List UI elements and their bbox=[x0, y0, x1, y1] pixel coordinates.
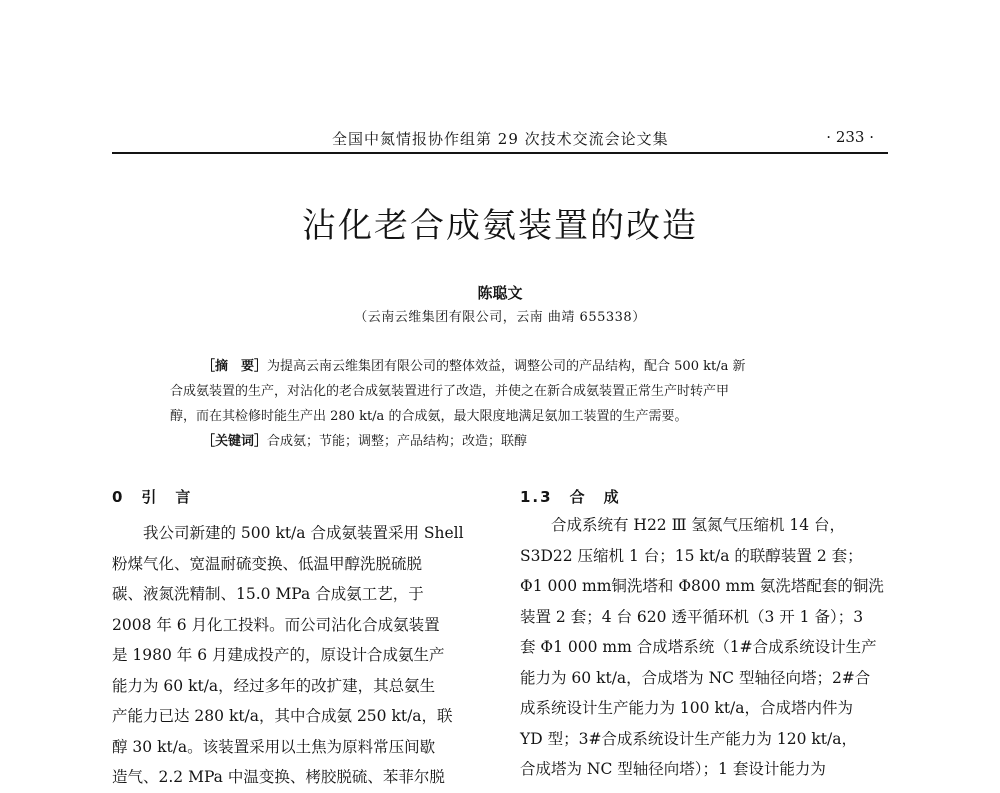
body-line: YD 型；3#合成系统设计生产能力为 120 kt/a， bbox=[520, 729, 857, 748]
body-line: 产能力已达 280 kt/a，其中合成氨 250 kt/a，联 bbox=[112, 707, 453, 725]
body-line: 2008 年 6 月化工投料。而公司沾化合成氨装置 bbox=[112, 615, 440, 634]
body-line: 成系统设计生产能力为 100 kt/a，合成塔内件为 bbox=[520, 699, 854, 717]
journal-title: 全国中氮情报协作组第 29 次技术交流会论文集 bbox=[332, 130, 669, 148]
body-line: 合成系统有 H22 Ⅲ 氢氮气压缩机 14 台， bbox=[551, 516, 846, 534]
body-line: 装置 2 套；4 台 620 透平循环机（3 开 1 备）；3 bbox=[520, 607, 864, 626]
header-rule bbox=[112, 152, 888, 154]
body-line: 合成塔为 NC 型轴径向塔）；1 套设计能力为 bbox=[520, 760, 826, 778]
keywords-label: ［关键词］ bbox=[202, 434, 268, 449]
author-affiliation: （云南云维集团有限公司，云南 曲靖 655338） bbox=[354, 310, 646, 325]
left-column bbox=[112, 482, 492, 793]
body-line: 是 1980 年 6 月建成投产的，原设计合成氨生产 bbox=[112, 646, 445, 664]
body-line: 粉煤气化、宽温耐硫变换、低温甲醇洗脱硫脱 bbox=[112, 554, 423, 573]
body-line: Φ1 000 mm铜洗塔和 Φ800 mm 氨洗塔配套的铜洗 bbox=[520, 577, 884, 595]
abstract-line: 合成氨装置的生产，对沾化的老合成氨装置进行了改造，并使之在新合成氨装置正常生产时转产甲 bbox=[170, 384, 730, 399]
body-line: 套 Φ1 000 mm 合成塔系统（1#合成系统设计生产 bbox=[520, 638, 877, 656]
running-header bbox=[112, 122, 888, 150]
abstract-text: 为提高云南云维集团有限公司的整体效益，调整公司的产品结构，配合 500 kt/a 新 bbox=[267, 359, 746, 374]
abstract-line bbox=[170, 354, 834, 379]
body-line: S3D22 压缩机 1 台；15 kt/a 的联醇装置 2 套； bbox=[520, 546, 863, 565]
keywords-text: 合成氨；节能；调整；产品结构；改造；联醇 bbox=[267, 434, 528, 449]
abstract-label: ［摘 要］ bbox=[202, 359, 268, 374]
section-heading-introduction: 0 引 言 bbox=[112, 488, 193, 506]
body-line: 我公司新建的 500 kt/a 合成氨装置采用 Shell bbox=[143, 524, 464, 542]
body-line: 造气、2.2 MPa 中温变换、栲胶脱硫、苯菲尔脱 bbox=[112, 768, 445, 786]
article-title: 沾化老合成氨装置的改造 bbox=[302, 206, 698, 246]
right-column bbox=[520, 482, 900, 785]
section-heading-synthesis: 1.3 合 成 bbox=[520, 488, 621, 506]
abstract-block bbox=[170, 354, 834, 454]
body-line: 醇 30 kt/a。该装置采用以土焦为原料常压间歇 bbox=[112, 737, 436, 756]
body-line: 能力为 60 kt/a，经过多年的改扩建，其总氨生 bbox=[112, 676, 436, 695]
author-name: 陈聪文 bbox=[477, 284, 523, 302]
page-number: · 233 · bbox=[826, 128, 874, 146]
body-line: 碳、液氮洗精制、15.0 MPa 合成氨工艺，于 bbox=[112, 585, 424, 603]
body-line: 能力为 60 kt/a，合成塔为 NC 型轴径向塔；2#合 bbox=[520, 668, 871, 687]
keywords-line bbox=[170, 429, 834, 454]
abstract-line: 醇，而在其检修时能生产出 280 kt/a 的合成氨，最大限度地满足氨加工装置的生产需要。 bbox=[170, 409, 688, 424]
